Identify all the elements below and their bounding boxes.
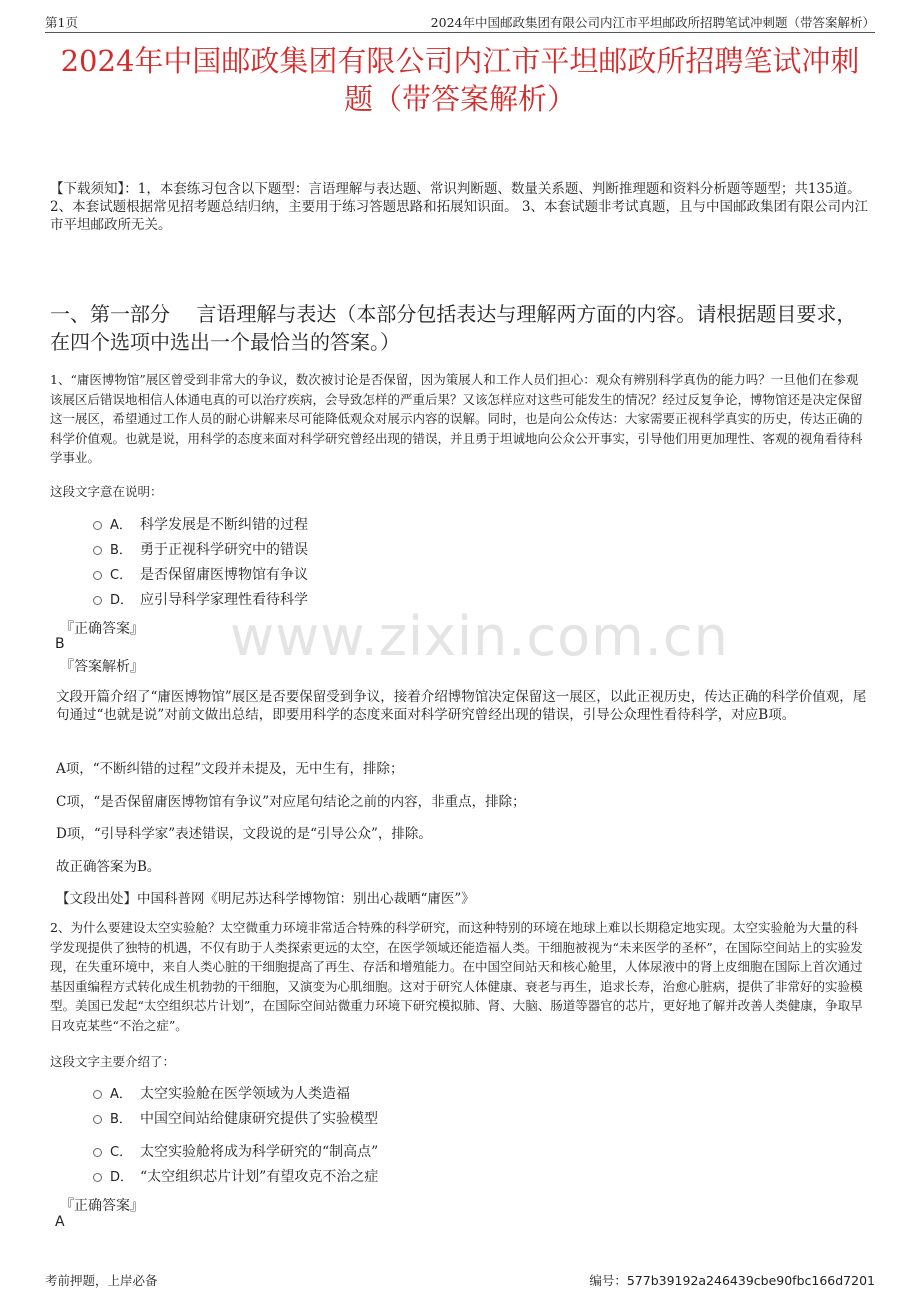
- section-title: 一、第一部分 言语理解与表达（本部分包括表达与理解两方面的内容。请根据题目要求，在四个选项中选出一个最恰当的答案。）: [50, 302, 857, 354]
- page-number: 第1页: [45, 15, 78, 30]
- radio-icon[interactable]: [93, 596, 102, 605]
- q2-stem: 2、为什么要建设太空实验舱？太空微重力环境非常适合特殊的科学研究，而这种特别的环境在地球上难以长期稳定地实现。太空实验舱为大量的科学发现提供了独特的机遇，不仅有助于人类探索更远的太空，在医学领域还能造福人类。干细胞被视为“未来医学的圣杯”，在国际空间站上的实验发现，在失重环境中，来自人类心脏的干细胞提高了再生、存活和增殖能力。在中国空间站天和核心舱里，人体尿液中的肾上皮细胞在国际上首次通过基因重编程方式转化成生机勃勃的干细胞，又演变为心肌细胞。这对于研究人体健康、衰老与再生，追求长寿，治愈心脏病，提供了非常好的实验模型。美国已发起“太空组织芯片计划”，在国际空间站微重力环境下研究模拟肺、肾、大脑、肠道等器官的芯片，更好地了解并改善人类健康，争取早日攻克某些“不治之症”。: [50, 920, 863, 1033]
- radio-icon[interactable]: [93, 1090, 102, 1099]
- q1-option-d[interactable]: D． 应引导科学家理性看待科学: [93, 586, 793, 611]
- q1-answer: B: [55, 636, 65, 652]
- q2-options-continued: [93, 1138, 793, 1188]
- footer-slogan: 考前押题，上岸必备: [45, 1273, 158, 1288]
- q1-options: [93, 511, 793, 611]
- q1-option-a[interactable]: A． 科学发展是不断纠错的过程: [93, 511, 793, 536]
- header-doc-title: 2024年中国邮政集团有限公司内江市平坦邮政所招聘笔试冲刺题（带答案解析）: [430, 15, 875, 30]
- q1-lead: 这段文字意在说明：: [50, 484, 163, 499]
- q1-conclusion: 故正确答案为B。: [56, 859, 161, 875]
- q1-analysis-tag: 『答案解析』: [60, 659, 144, 675]
- radio-icon[interactable]: [93, 546, 102, 555]
- download-notice: 【下载须知】：1，本套练习包含以下题型：言语理解与表达题、常识判断题、数量关系题、判断推理题和资料分析题等题型；共135道。 2、本套试题根据常见招考题总结归纳，主要用于练习答题思路和拓展知识面。 3、本套试题非考试真题，且与中国邮政集团有限公司内江市平坦邮政所无关。: [50, 181, 868, 233]
- radio-icon[interactable]: [93, 521, 102, 530]
- q1-option-c[interactable]: C． 是否保留庸医博物馆有争议: [93, 561, 793, 586]
- q2-lead: 这段文字主要介绍了：: [50, 1054, 176, 1069]
- q2-answer-tag: 『正确答案』: [60, 1198, 144, 1214]
- q1-source: 【文段出处】中国科普网《明尼苏达科学博物馆：别出心裁晒“庸医”》: [56, 891, 475, 907]
- radio-icon[interactable]: [93, 1148, 102, 1157]
- q1-analysis: 文段开篇介绍了“庸医博物馆”展区是否要保留受到争议，接着介绍博物馆决定保留这一展区，以此正视历史，传达正确的科学价值观，尾句通过“也就是说”对前文做出总结，即要用科学的态度来面对科学研究曾经出现的错误，引导公众理性看待科学，对应B项。: [56, 689, 867, 723]
- q2-option-d[interactable]: D． “太空组织芯片计划”有望攻克不治之症: [93, 1163, 793, 1188]
- footer-code-value: 577b39192a246439cbe90fbc166d7201: [626, 1273, 875, 1288]
- page-header: [45, 10, 875, 33]
- q2-options: [93, 1080, 793, 1130]
- q1-analysis-line: C项，“是否保留庸医博物馆有争议”对应尾句结论之前的内容，非重点，排除；: [56, 794, 526, 810]
- q1-analysis-line: A项，“不断纠错的过程”文段并未提及，无中生有，排除；: [56, 761, 404, 777]
- radio-icon[interactable]: [93, 1173, 102, 1182]
- q1-answer-tag: 『正确答案』: [60, 621, 144, 637]
- footer-code: [589, 1271, 875, 1289]
- q1-stem: 1、“庸医博物馆”展区曾受到非常大的争议，数次被讨论是否保留，因为策展人和工作人员们担心：观众有辨别科学真伪的能力吗？一旦他们在参观该展区后错误地相信人体通电真的可以治疗疾病，会导致怎样的严重后果？又该怎样应对这些可能发生的情况？经过反复争论，博物馆还是决定保留这一展区，希望通过工作人员的耐心讲解来尽可能降低观众对展示内容的误解。同时，也是向公众传达：大家需要正视科学真实的历史，传达正确的科学价值观。也就是说，用科学的态度来面对科学研究曾经出现的错误，并且勇于坦诚地向公众公开事实，引导他们用更加理性、客观的视角看待科学事业。: [50, 372, 863, 465]
- document-title: 2024年中国邮政集团有限公司内江市平坦邮政所招聘笔试冲刺题（带答案解析）: [60, 44, 860, 116]
- radio-icon[interactable]: [93, 571, 102, 580]
- q2-option-b[interactable]: B． 中国空间站给健康研究提供了实验模型: [93, 1105, 793, 1130]
- q2-answer: A: [55, 1214, 65, 1230]
- q1-analysis-line: D项，“引导科学家”表述错误，文段说的是“引导公众”，排除。: [56, 826, 432, 842]
- q2-option-a[interactable]: A． 太空实验舱在医学领域为人类造福: [93, 1080, 793, 1105]
- footer-code-label: 编号：: [589, 1273, 627, 1288]
- watermark: www.zixin.com.cn: [230, 605, 729, 668]
- q1-option-b[interactable]: B． 勇于正视科学研究中的错误: [93, 536, 793, 561]
- radio-icon[interactable]: [93, 1115, 102, 1124]
- q2-option-c[interactable]: C． 太空实验舱将成为科学研究的“制高点”: [93, 1138, 793, 1163]
